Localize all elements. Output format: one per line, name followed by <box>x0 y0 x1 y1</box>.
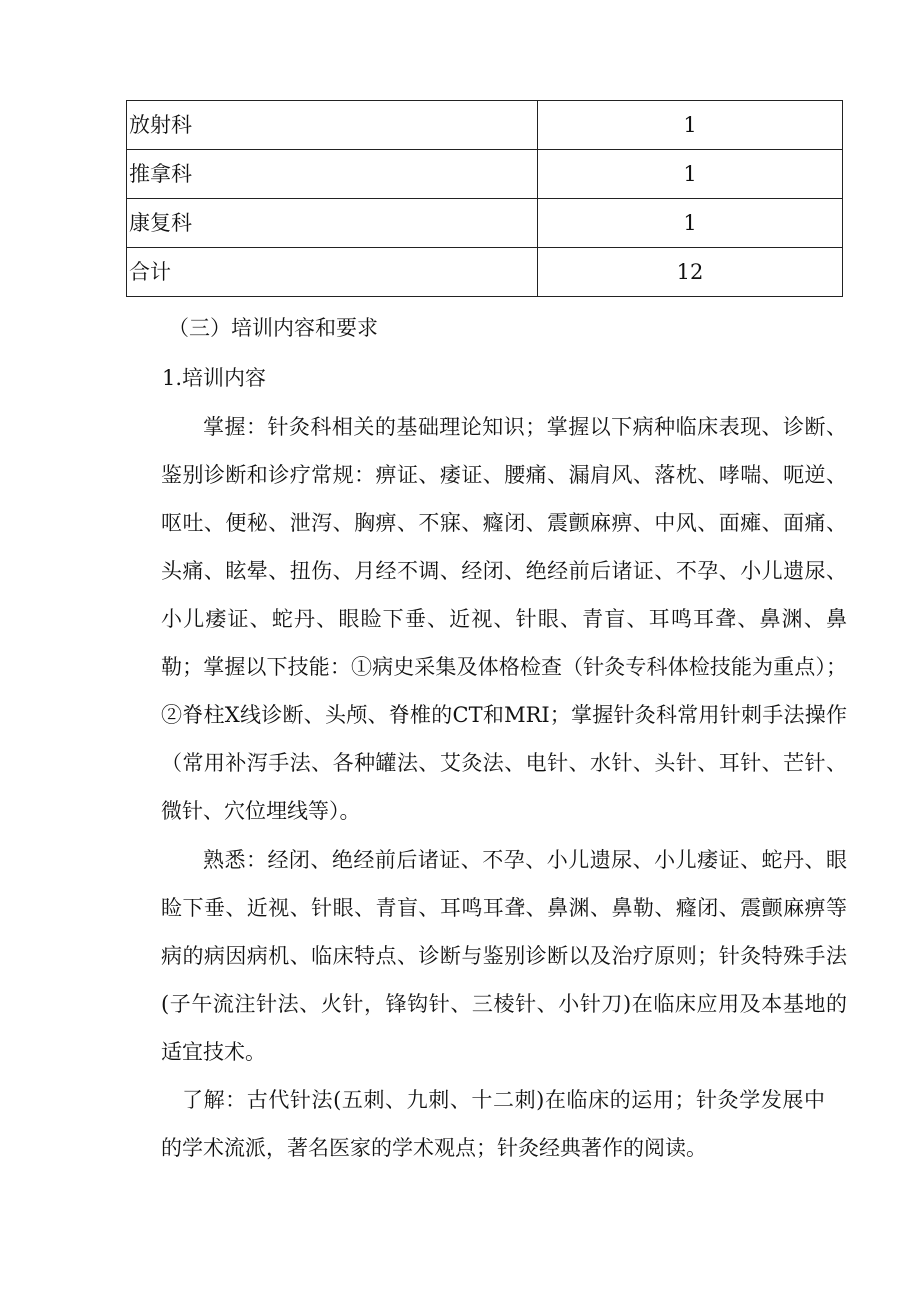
count-cell: 1 <box>538 150 843 199</box>
subsection-heading: 1.培训内容 <box>162 366 267 390</box>
count-cell: 1 <box>538 199 843 248</box>
total-count-cell: 12 <box>538 248 843 297</box>
table-row <box>127 199 843 248</box>
paragraph-master: 掌握：针灸科相关的基础理论知识；掌握以下病种临床表现、诊断、鉴别诊断和诊疗常规：痹证、痿证、腰痛、漏肩风、落枕、哮喘、呃逆、呕吐、便秘、泄泻、胸痹、不寐、癃闭、震颤麻痹、中风、面瘫、面痛、头痛、眩晕、扭伤、月经不调、经闭、绝经前后诸证、不孕、小儿遗尿、小儿痿证、蛇丹、眼睑下垂、近视、针眼、青盲、耳鸣耳聋、鼻渊、鼻勒；掌握以下技能：①病史采集及体格检查（针灸专科体检技能为重点）；②脊柱X线诊断、头颅、脊椎的CT和MRI；掌握针灸科常用针刺手法操作（常用补泻手法、各种罐法、艾灸法、电针、水针、头针、耳针、芒针、微针、穴位埋线等）。 <box>161 415 847 823</box>
department-cell: 康复科 <box>127 199 538 248</box>
table-row <box>127 150 843 199</box>
paragraph-familiar: 熟悉：经闭、绝经前后诸证、不孕、小儿遗尿、小儿痿证、蛇丹、眼睑下垂、近视、针眼、青盲、耳鸣耳聋、鼻渊、鼻勒、癃闭、震颤麻痹等病的病因病机、临床特点、诊断与鉴别诊断以及治疗原则；针灸特殊手法(子午流注针法、火针，锋钩针、三棱针、小针刀)在临床应用及本基地的适宜技术。 <box>161 848 847 1064</box>
total-label-cell: 合计 <box>127 248 538 297</box>
count-cell: 1 <box>538 101 843 150</box>
table-row <box>127 248 843 297</box>
department-quota-table <box>126 100 843 297</box>
department-cell: 放射科 <box>127 101 538 150</box>
department-cell: 推拿科 <box>127 150 538 199</box>
table-row <box>127 101 843 150</box>
section-heading: （三）培训内容和要求 <box>168 316 378 340</box>
paragraph-understand: 了解：古代针法(五刺、九刺、十二刺)在临床的运用；针灸学发展中的学术流派，著名医家的学术观点；针灸经典著作的阅读。 <box>161 1088 825 1160</box>
